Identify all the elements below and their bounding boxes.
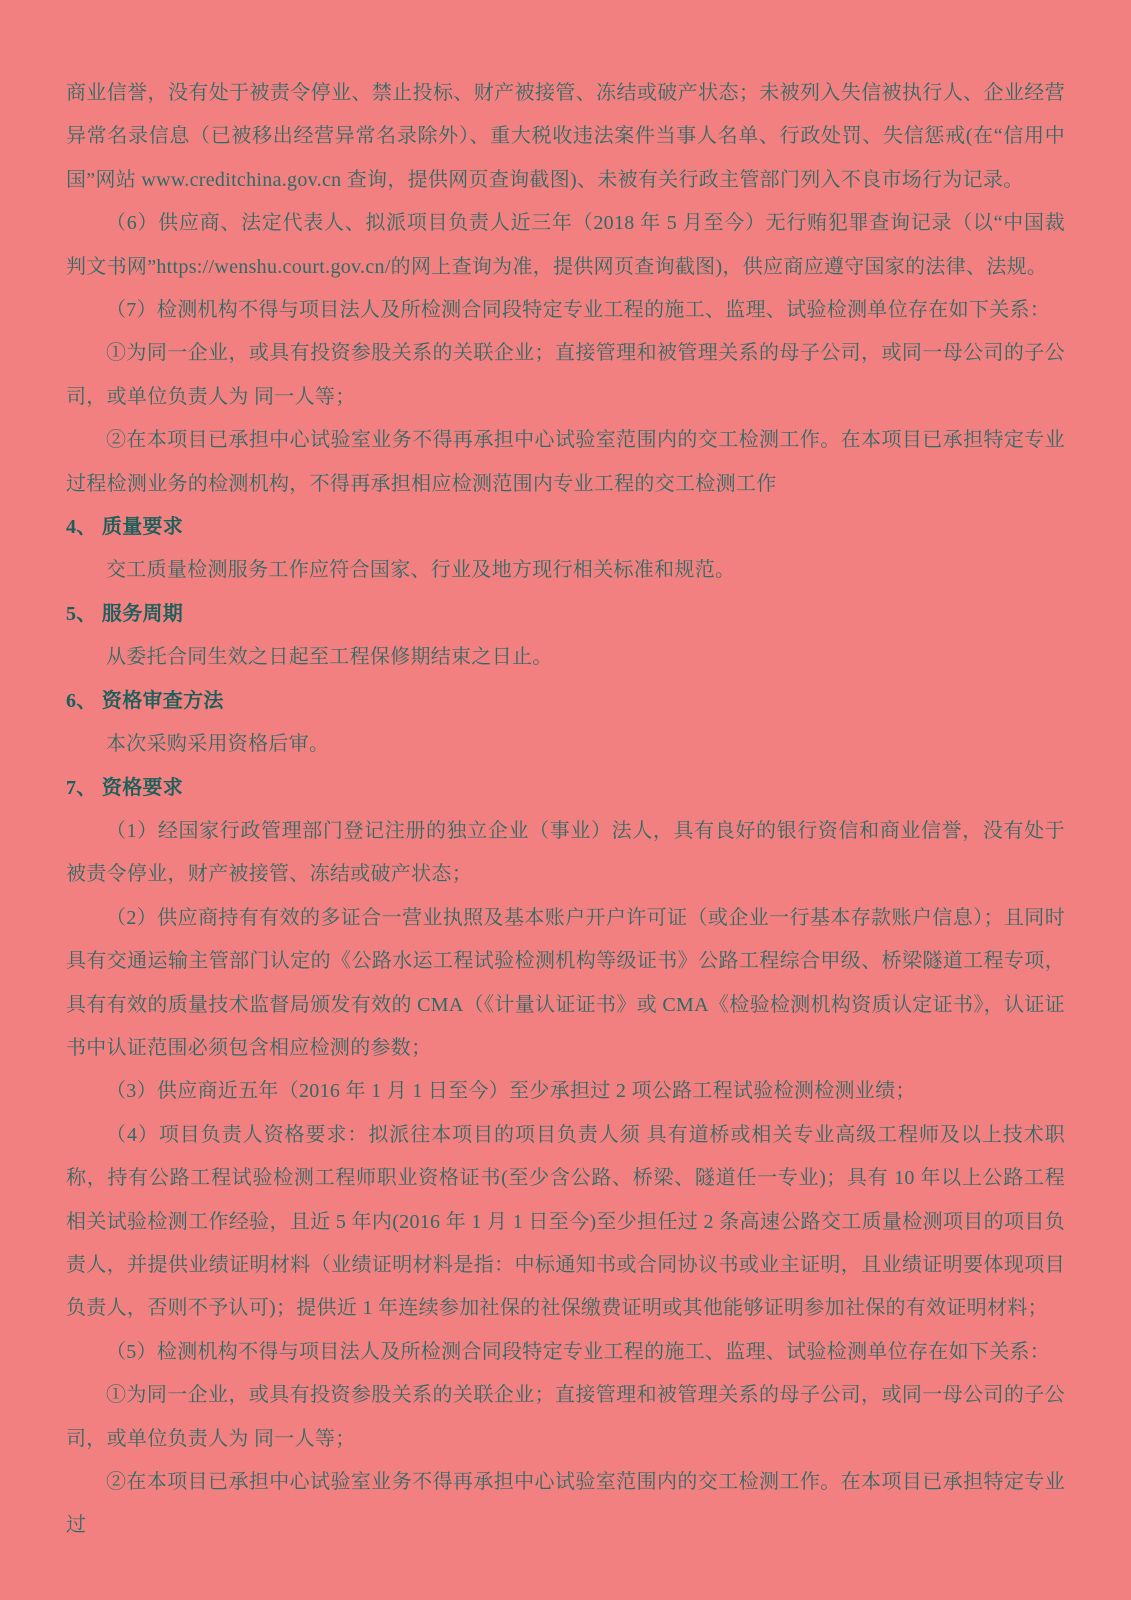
paragraph: 从委托合同生效之日起至工程保修期结束之日止。 [106, 646, 553, 669]
document-body [66, 72, 1065, 1548]
paragraph: ①为同一企业，或具有投资参股关系的关联企业；直接管理和被管理关系的母子公司，或同一母公司的子公司，或单位负责人为 同一人等； [66, 1384, 1065, 1450]
paragraph: ②在本项目已承担中心试验室业务不得再承担中心试验室范围内的交工检测工作。在本项目已承担特定专业过 [66, 1471, 1065, 1537]
section-heading: 7、 资格要求 [66, 776, 184, 799]
paragraph: （2）供应商持有有效的多证合一营业执照及基本账户开户许可证（或企业一行基本存款账户信息）；且同时具有交通运输主管部门认定的《公路水运工程试验检测机构等级证书》公路工程综合甲级、桥梁隧道工程专项，具有有效的质量技术监督局颁发有效的 CMA（《计量认证证书》或 CMA《检验检测机构资质认定证书》，认证证书中认证范围必须包含相应检测的参数； [66, 906, 1065, 1059]
paragraph: 本次采购采用资格后审。 [106, 733, 330, 756]
paragraph: ①为同一企业，或具有投资参股关系的关联企业；直接管理和被管理关系的母子公司，或同一母公司的子公司，或单位负责人为 同一人等； [66, 342, 1065, 408]
paragraph: （5）检测机构不得与项目法人及所检测合同段特定专业工程的施工、监理、试验检测单位存在如下关系： [106, 1340, 1051, 1363]
paragraph: （7）检测机构不得与项目法人及所检测合同段特定专业工程的施工、监理、试验检测单位存在如下关系： [106, 299, 1051, 322]
paragraph: ②在本项目已承担中心试验室业务不得再承担中心试验室范围内的交工检测工作。在本项目已承担特定专业过程检测业务的检测机构，不得再承担相应检测范围内专业工程的交工检测工作 [66, 429, 1065, 495]
section-heading: 6、 资格审查方法 [66, 689, 224, 712]
paragraph: 交工质量检测服务工作应符合国家、行业及地方现行相关标准和规范。 [106, 559, 736, 582]
section-heading: 4、 质量要求 [66, 516, 184, 539]
paragraph: （3）供应商近五年（2016 年 1 月 1 日至今）至少承担过 2 项公路工程试验检测检测业绩； [106, 1080, 916, 1103]
section-heading: 5、 服务周期 [66, 602, 184, 625]
paragraph: （6）供应商、法定代表人、拟派项目负责人近三年（2018 年 5 月至今）无行贿犯罪查询记录（以“中国裁判文书网”https://wenshu.court.gov.cn/的网上查询为准，提供网页查询截图)，供应商应遵守国家的法律、法规。 [66, 212, 1065, 278]
paragraph: 商业信誉，没有处于被责令停业、禁止投标、财产被接管、冻结或破产状态；未被列入失信被执行人、企业经营异常名录信息（已被移出经营异常名录除外）、重大税收违法案件当事人名单、行政处罚、失信惩戒(在“信用中国”网站 www.creditchina.gov.cn 查询，提供网页查询截图)、未被有关行政主管部门列入不良市场行为记录。 [66, 82, 1065, 191]
paragraph: （1）经国家行政管理部门登记注册的独立企业（事业）法人，具有良好的银行资信和商业信誉，没有处于被责令停业，财产被接管、冻结或破产状态； [66, 819, 1065, 886]
paragraph: （4）项目负责人资格要求：拟派往本项目的项目负责人须 具有道桥或相关专业高级工程师及以上技术职称，持有公路工程试验检测工程师职业资格证书(至少含公路、桥梁、隧道任一专业)；具有 10 年以上公路工程相关试验检测工作经验，且近 5 年内(2016 年 1 月 1 日至今)至少担任过 2 条高速公路交工质量检测项目的项目负责人，并提供业绩证明材料（业绩证明材料是指：中标通知书或合同协议书或业主证明，且业绩证明要体现项目负责人，否则不予认可)；提供近 1 年连续参加社保的社保缴费证明或其他能够证明参加社保的有效证明材料； [66, 1123, 1065, 1320]
